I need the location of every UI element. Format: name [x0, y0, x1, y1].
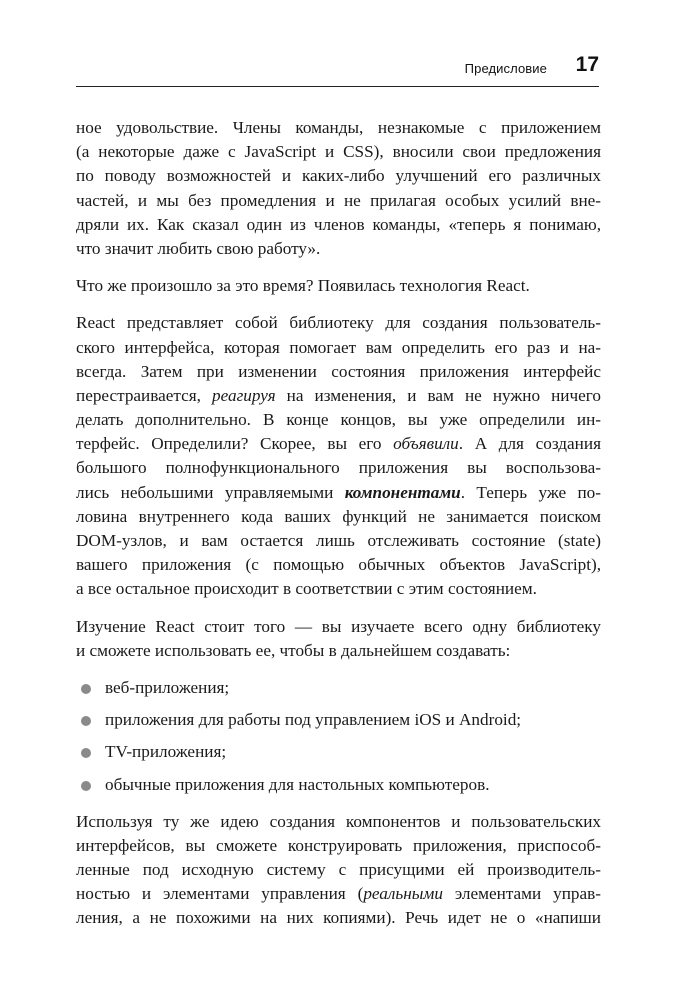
bullet-icon — [81, 716, 91, 726]
bullet-list — [76, 676, 601, 797]
running-header — [76, 50, 599, 87]
text-line — [76, 882, 601, 906]
list-item-text: TV-приложения; — [105, 742, 227, 762]
list-item-text: приложения для работы под управлением iOS и Android; — [105, 710, 522, 730]
text-run: элементами управ- — [442, 884, 601, 904]
section-title: Предисловие — [464, 61, 547, 76]
text-line: Что же произошло за это время? Появилась технология React. — [76, 276, 530, 296]
text-line: всегда. Затем при изменении состояния приложения интерфейс — [76, 361, 601, 381]
text-line: ления, а не похожими на них копиями). Речь идет не о «напиши — [76, 908, 601, 928]
bullet-icon — [81, 684, 91, 694]
text-line: а все остальное происходит в соответствии с этим состоянием. — [76, 579, 537, 599]
text-line — [76, 432, 601, 456]
text-run: на изменения, и вам не нужно ничего — [275, 385, 601, 405]
text-line: дряли их. Как сказал один из членов команды, «теперь я понимаю, — [76, 214, 601, 234]
text-line: вашего приложения (с помощью обычных объектов JavaScript), — [76, 555, 601, 575]
text-line: React представляет собой библиотеку для создания пользователь- — [76, 313, 601, 333]
bullet-icon — [81, 748, 91, 758]
paragraph-4 — [76, 615, 601, 663]
paragraph-3 — [76, 311, 601, 601]
paragraph-1 — [76, 116, 601, 261]
text-line: DOM-узлов, и вам остается лишь отслеживать состояние (state) — [76, 531, 601, 550]
text-line: (а некоторые даже с JavaScript и CSS), вносили свои предложения — [76, 142, 601, 162]
text-run: . Теперь уже по- — [460, 482, 601, 502]
emphasis-text: компонентами — [344, 482, 461, 502]
text-line: что значит любить свою работу». — [76, 238, 321, 258]
emphasis-text: реальными — [363, 884, 443, 904]
text-line — [76, 481, 601, 505]
text-run: терфейс. Определили? Скорее, вы его — [76, 434, 394, 454]
text-line: большого полнофункционального приложения вы воспользова- — [76, 458, 601, 478]
page-number: 17 — [575, 53, 599, 76]
text-line: ского интерфейса, которая помогает вам определить его раз и на- — [76, 337, 601, 357]
list-item — [76, 708, 601, 732]
text-line: делать дополнительно. В конце концов, вы уже определили ин- — [76, 410, 601, 430]
list-item — [76, 773, 601, 797]
text-run: лись небольшими управляемыми — [76, 482, 345, 502]
text-line: Используя ту же идею создания компонентов и пользовательских — [76, 811, 601, 831]
text-run: ностью и элементами управления ( — [76, 884, 364, 904]
text-run: . А для создания — [458, 434, 601, 454]
text-line: интерфейсов, вы сможете конструировать приложения, приспособ- — [76, 835, 601, 855]
text-line: Изучение React стоит того — вы изучаете всего одну библиотеку — [76, 616, 601, 636]
list-item — [76, 676, 601, 700]
list-item-text: веб-приложения; — [105, 677, 230, 697]
list-item-text: обычные приложения для настольных компьютеров. — [105, 774, 490, 794]
bullet-icon — [81, 781, 91, 791]
text-line: ленные под исходную систему с присущими ей производитель- — [76, 860, 601, 880]
list-item — [76, 740, 601, 764]
text-run: перестраивается, — [76, 385, 212, 405]
emphasis-text: реагируя — [212, 385, 276, 405]
text-line: ное удовольствие. Члены команды, незнакомые с приложением — [76, 118, 601, 137]
page-body — [76, 116, 601, 944]
text-line: частей, и мы без промедления и не прилагая особых усилий вне- — [76, 190, 601, 210]
text-line — [76, 384, 601, 408]
paragraph-5 — [76, 810, 601, 931]
paragraph-2 — [76, 274, 601, 298]
text-line: по поводу возможностей и каких-либо улучшений его различных — [76, 166, 601, 186]
emphasis-text: объявили — [393, 434, 459, 454]
text-line: ловина внутреннего кода ваших функций не занимается поиском — [76, 506, 601, 526]
text-line: и сможете использовать ее, чтобы в дальнейшем создавать: — [76, 640, 511, 660]
